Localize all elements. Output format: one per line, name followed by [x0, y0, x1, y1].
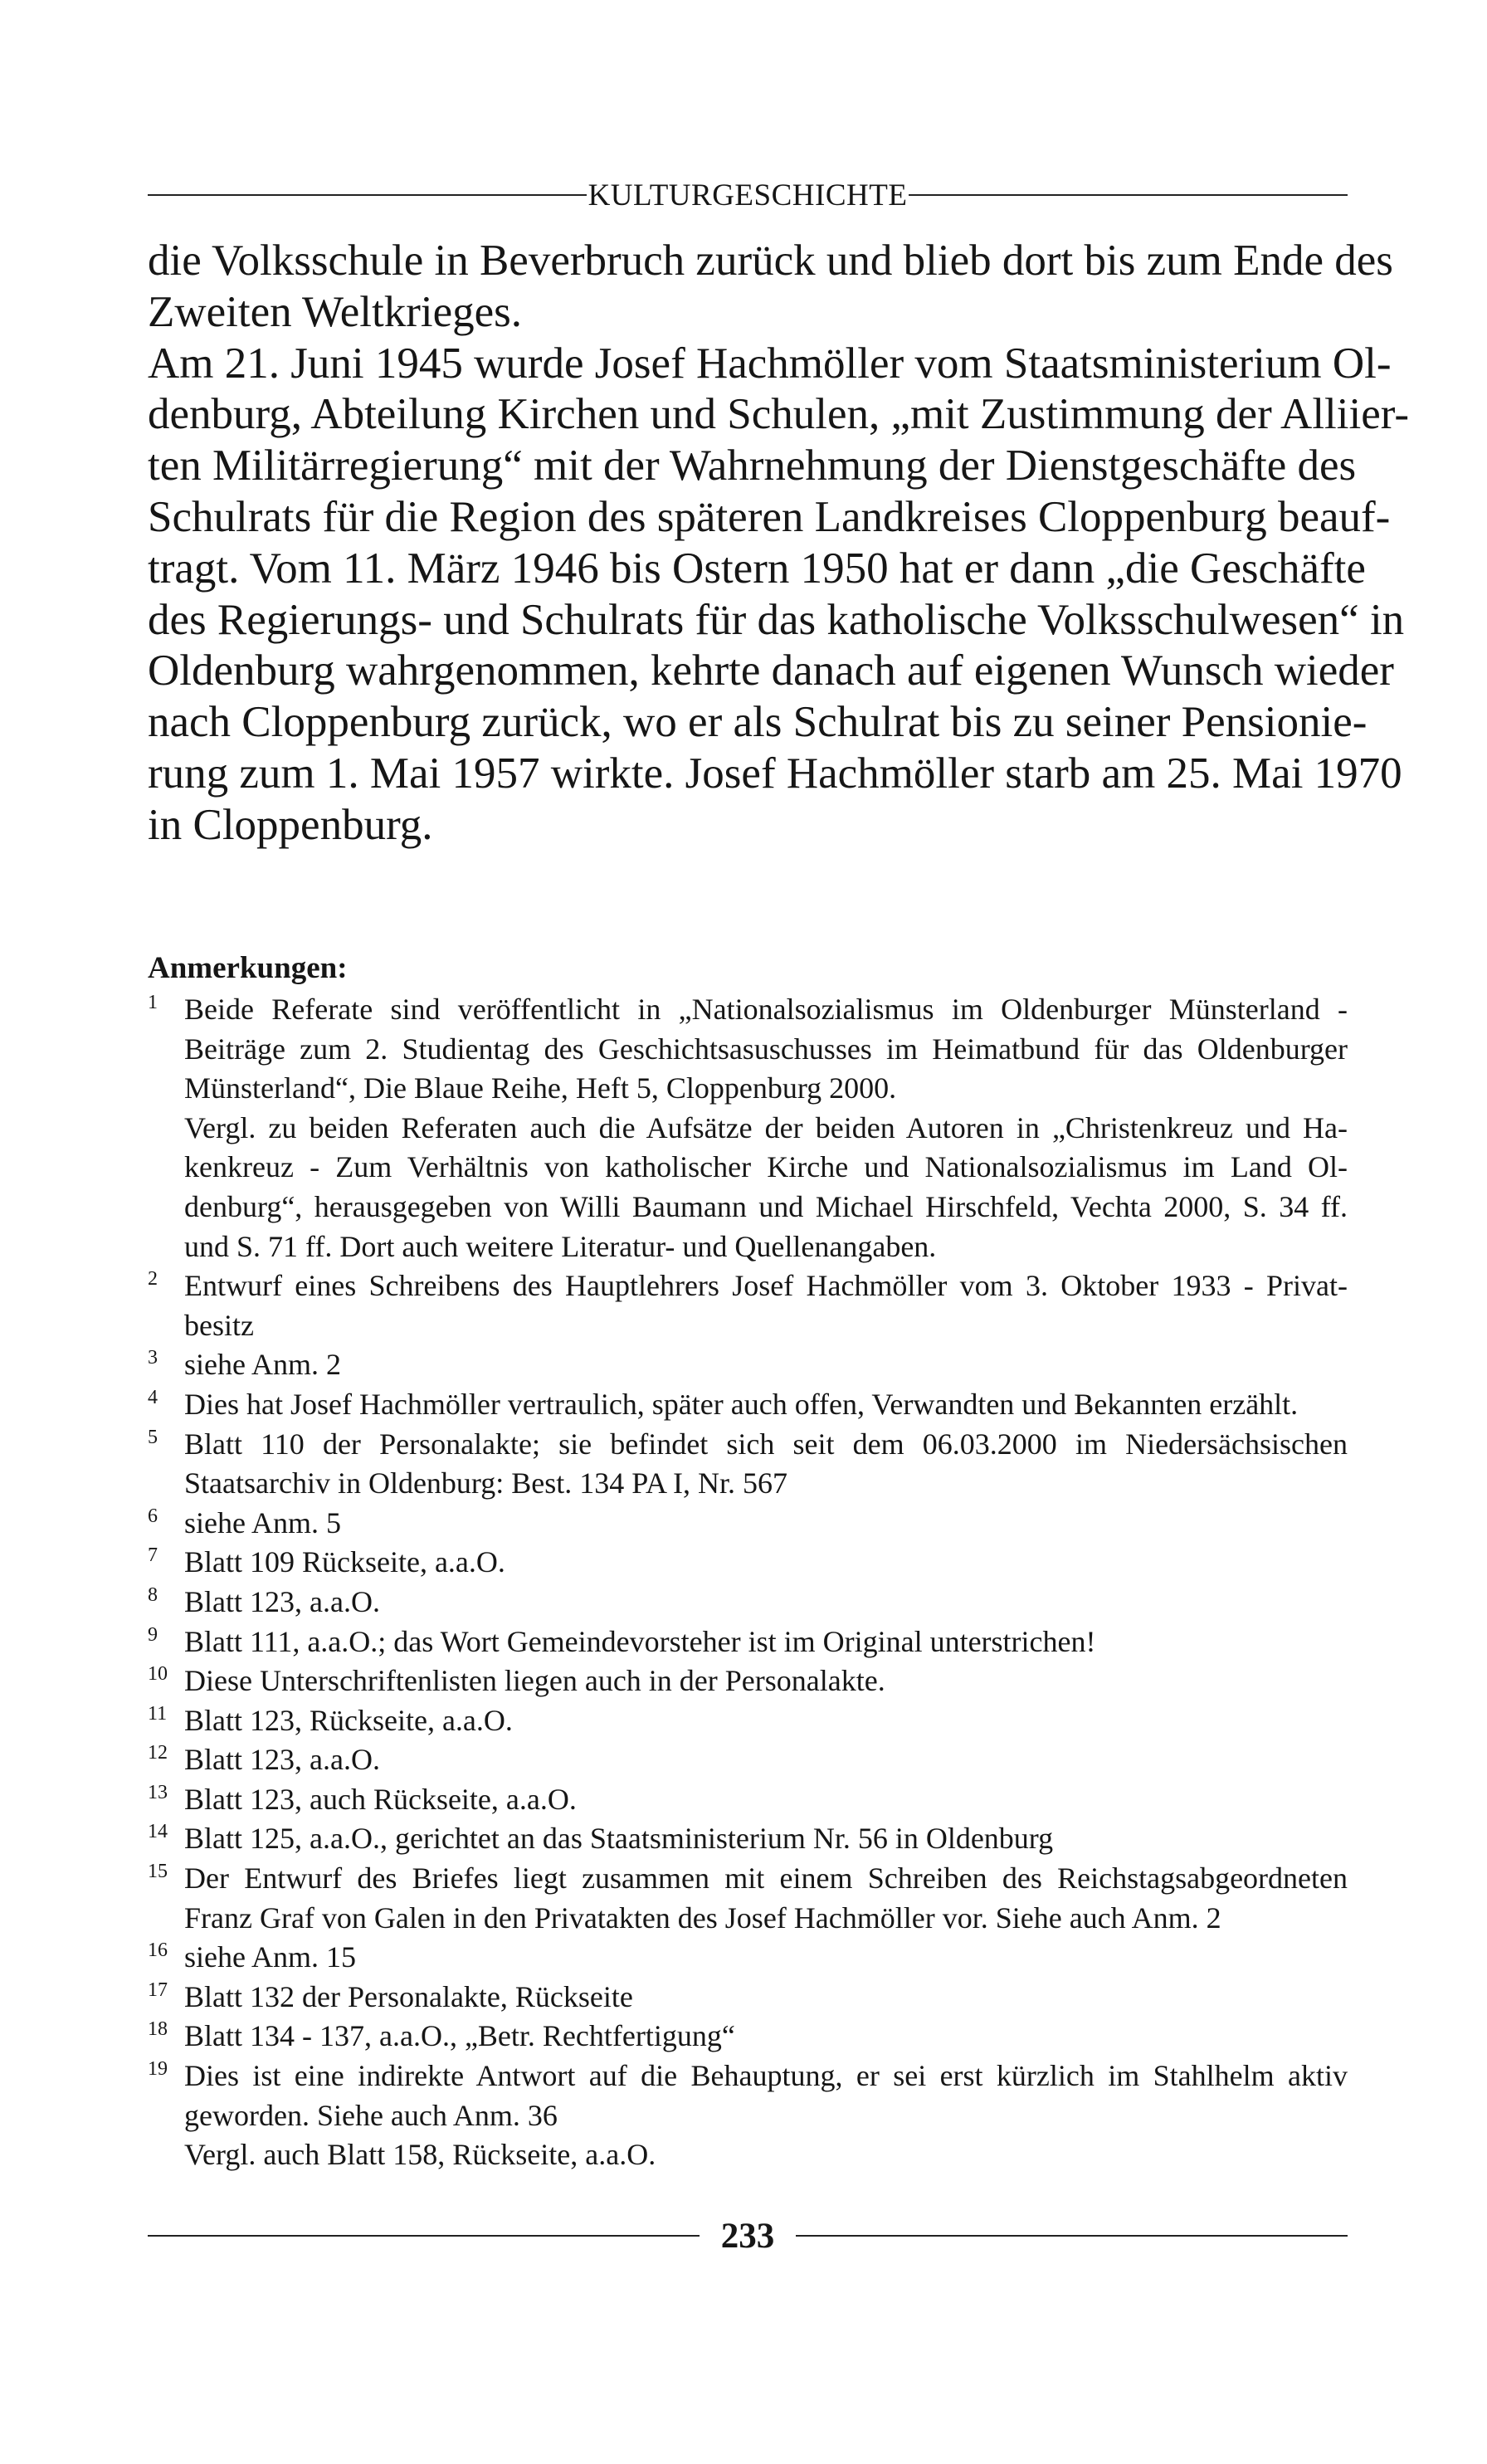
footnote-text-line: Dies ist eine indirekte Antwort auf die Behauptung, er sei erst kürzlich im Stahlhelm aktiv — [184, 2059, 1348, 2093]
footnote-text-line: Franz Graf von Galen in den Privatakten des Josef Hachmöller vor. Siehe auch Anm. 2 — [184, 1900, 1221, 1935]
footnote-number: 5 — [148, 1426, 158, 1448]
notes-heading: Anmerkungen: — [148, 951, 348, 985]
footnote-number: 12 — [148, 1742, 168, 1764]
footnote-text-line: Blatt 111, a.a.O.; das Wort Gemeindevorsteher ist im Original unterstrichen! — [184, 1624, 1096, 1658]
body-text-line: tragt. Vom 11. März 1946 bis Ostern 1950 hat er dann „die Geschäfte — [148, 544, 1366, 593]
footnote — [148, 1543, 1348, 1583]
notes-list — [148, 990, 1348, 2175]
footnote-text-line: Blatt 109 Rückseite, a.a.O. — [184, 1545, 505, 1579]
body-text-line: Zweiten Weltkrieges. — [148, 287, 522, 336]
footnote — [148, 1740, 1348, 1780]
footer-rule-left — [148, 2235, 700, 2237]
footnote-number: 14 — [148, 1821, 168, 1843]
footnote — [148, 1819, 1348, 1859]
footnote-number: 7 — [148, 1544, 158, 1567]
footnote-text-line: besitz — [184, 1308, 254, 1342]
footer-rule-right — [796, 2235, 1348, 2237]
footnote-text-line: Der Entwurf des Briefes liegt zusammen mit einem Schreiben des Reichstagsabgeordneten — [184, 1861, 1348, 1896]
footnote-number: 6 — [148, 1505, 158, 1527]
header-rule-left — [148, 194, 587, 196]
footnote-number: 1 — [148, 992, 158, 1013]
footnote-text-line: Beiträge zum 2. Studientag des Geschichtsasuschusses im Heimatbund für das Oldenburger — [184, 1032, 1348, 1066]
footnote-text-line: Blatt 125, a.a.O., gerichtet an das Staatsministerium Nr. 56 in Oldenburg — [184, 1822, 1054, 1856]
footnote-text-line: Beide Referate sind veröffentlicht in „Nationalsozialismus im Oldenburger Münsterland - — [184, 993, 1348, 1026]
footnote-text-line: Dies hat Josef Hachmöller vertraulich, später auch offen, Verwandten und Bekannten erzählt. — [184, 1387, 1299, 1421]
footnote-text-line: Diese Unterschriftenlisten liegen auch in der Personalakte. — [184, 1664, 885, 1698]
footnote-number: 2 — [148, 1268, 158, 1291]
footnote-number: 10 — [148, 1663, 168, 1686]
footnote — [148, 2017, 1348, 2057]
footnote-text-line: Blatt 132 der Personalakte, Rückseite — [184, 1979, 633, 2013]
footnote-text-line: Vergl. zu beiden Referaten auch die Aufsätze der beiden Autoren in „Christenkreuz und Ha- — [184, 1110, 1348, 1144]
footnote-text-line: denburg“, herausgegeben von Willi Baumann und Michael Hirschfeld, Vechta 2000, S. 34 ff. — [184, 1189, 1348, 1223]
footnote — [148, 1661, 1348, 1701]
footnote-number: 3 — [148, 1347, 158, 1369]
footnote — [148, 2057, 1348, 2175]
footnote-number: 19 — [148, 2058, 168, 2081]
footnote-number: 16 — [148, 1939, 168, 1962]
header-rule-right — [909, 194, 1348, 196]
footnote-text-line: siehe Anm. 15 — [184, 1940, 356, 1974]
footnote — [148, 990, 1348, 1266]
footnote-number: 17 — [148, 1979, 168, 2001]
footnote-text-line: Blatt 134 - 137, a.a.O., „Betr. Rechtfertigung“ — [184, 2019, 735, 2053]
page-footer — [148, 2213, 1348, 2259]
body-text — [148, 236, 1409, 851]
body-text-line: denburg, Abteilung Kirchen und Schulen, „mit Zustimmung der Alliier- — [148, 390, 1409, 439]
body-text-line: rung zum 1. Mai 1957 wirkte. Josef Hachmöller starb am 25. Mai 1970 — [148, 749, 1402, 798]
footnote — [148, 1938, 1348, 1978]
footnote — [148, 1622, 1348, 1662]
body-text-line: Schulrats für die Region des späteren Landkreises Cloppenburg beauf- — [148, 492, 1391, 541]
footnote-text-line: siehe Anm. 5 — [184, 1505, 341, 1539]
footnote-text-line: und S. 71 ff. Dort auch weitere Literatur- und Quellenangaben. — [184, 1229, 937, 1263]
page-number: 233 — [720, 2216, 775, 2256]
footnote-number: 18 — [148, 2018, 168, 2041]
footnote-number: 9 — [148, 1623, 158, 1646]
footnote-number: 11 — [148, 1702, 168, 1725]
footnote — [148, 1780, 1348, 1820]
footnote-number: 15 — [148, 1861, 168, 1883]
footnote — [148, 1504, 1348, 1544]
body-text-line: Oldenburg wahrgenommen, kehrte danach auf eigenen Wunsch wieder — [148, 646, 1394, 695]
notes-section — [148, 950, 1348, 2175]
running-header — [148, 174, 1348, 216]
footnote — [148, 1345, 1348, 1385]
footnote — [148, 1978, 1348, 2018]
running-header-title: KULTURGESCHICHTE — [587, 178, 908, 212]
footnote-text-line: Münsterland“, Die Blaue Reihe, Heft 5, Cloppenburg 2000. — [184, 1071, 897, 1105]
body-text-line: ten Militärregierung“ mit der Wahrnehmung der Dienstgeschäfte des — [148, 442, 1357, 490]
footnote-text-line: Blatt 123, a.a.O. — [184, 1584, 380, 1618]
footnote-text-line: kenkreuz - Zum Verhältnis von katholischer Kirche und Nationalsozialismus im Land Ol- — [184, 1150, 1348, 1184]
footnote-text-line: siehe Anm. 2 — [184, 1348, 341, 1382]
body-text-line: die Volksschule in Beverbruch zurück und blieb dort bis zum Ende des — [148, 237, 1393, 285]
footnote-text-line: Blatt 123, Rückseite, a.a.O. — [184, 1703, 513, 1737]
footnote — [148, 1266, 1348, 1345]
body-text-line: Am 21. Juni 1945 wurde Josef Hachmöller vom Staatsministerium Ol- — [148, 339, 1392, 388]
footnote-text-line: geworden. Siehe auch Anm. 36 — [184, 2098, 558, 2132]
footnote — [148, 1701, 1348, 1741]
footnote — [148, 1385, 1348, 1425]
footnote — [148, 1425, 1348, 1504]
footnote-text-line: Blatt 110 der Personalakte; sie befindet sich seit dem 06.03.2000 im Niedersächsischen — [184, 1427, 1348, 1461]
body-text-line: in Cloppenburg. — [148, 800, 433, 849]
footnote-text-line: Vergl. auch Blatt 158, Rückseite, a.a.O. — [184, 2138, 656, 2172]
footnote-number: 13 — [148, 1781, 168, 1803]
footnote-text-line: Staatsarchiv in Oldenburg: Best. 134 PA I, Nr. 567 — [184, 1466, 787, 1500]
footnote-number: 8 — [148, 1583, 158, 1606]
body-text-line: des Regierungs- und Schulrats für das katholische Volksschulwesen“ in — [148, 595, 1405, 644]
footnote-text-line: Blatt 123, auch Rückseite, a.a.O. — [184, 1782, 577, 1816]
body-text-line: nach Cloppenburg zurück, wo er als Schulrat bis zu seiner Pensionie- — [148, 698, 1368, 747]
footnote — [148, 1583, 1348, 1622]
footnote — [148, 1859, 1348, 1938]
footnote-text-line: Blatt 123, a.a.O. — [184, 1743, 380, 1777]
footnote-text-line: Entwurf eines Schreibens des Hauptlehrers Josef Hachmöller vom 3. Oktober 1933 - Privat- — [184, 1269, 1348, 1303]
footnote-number: 4 — [148, 1386, 158, 1408]
